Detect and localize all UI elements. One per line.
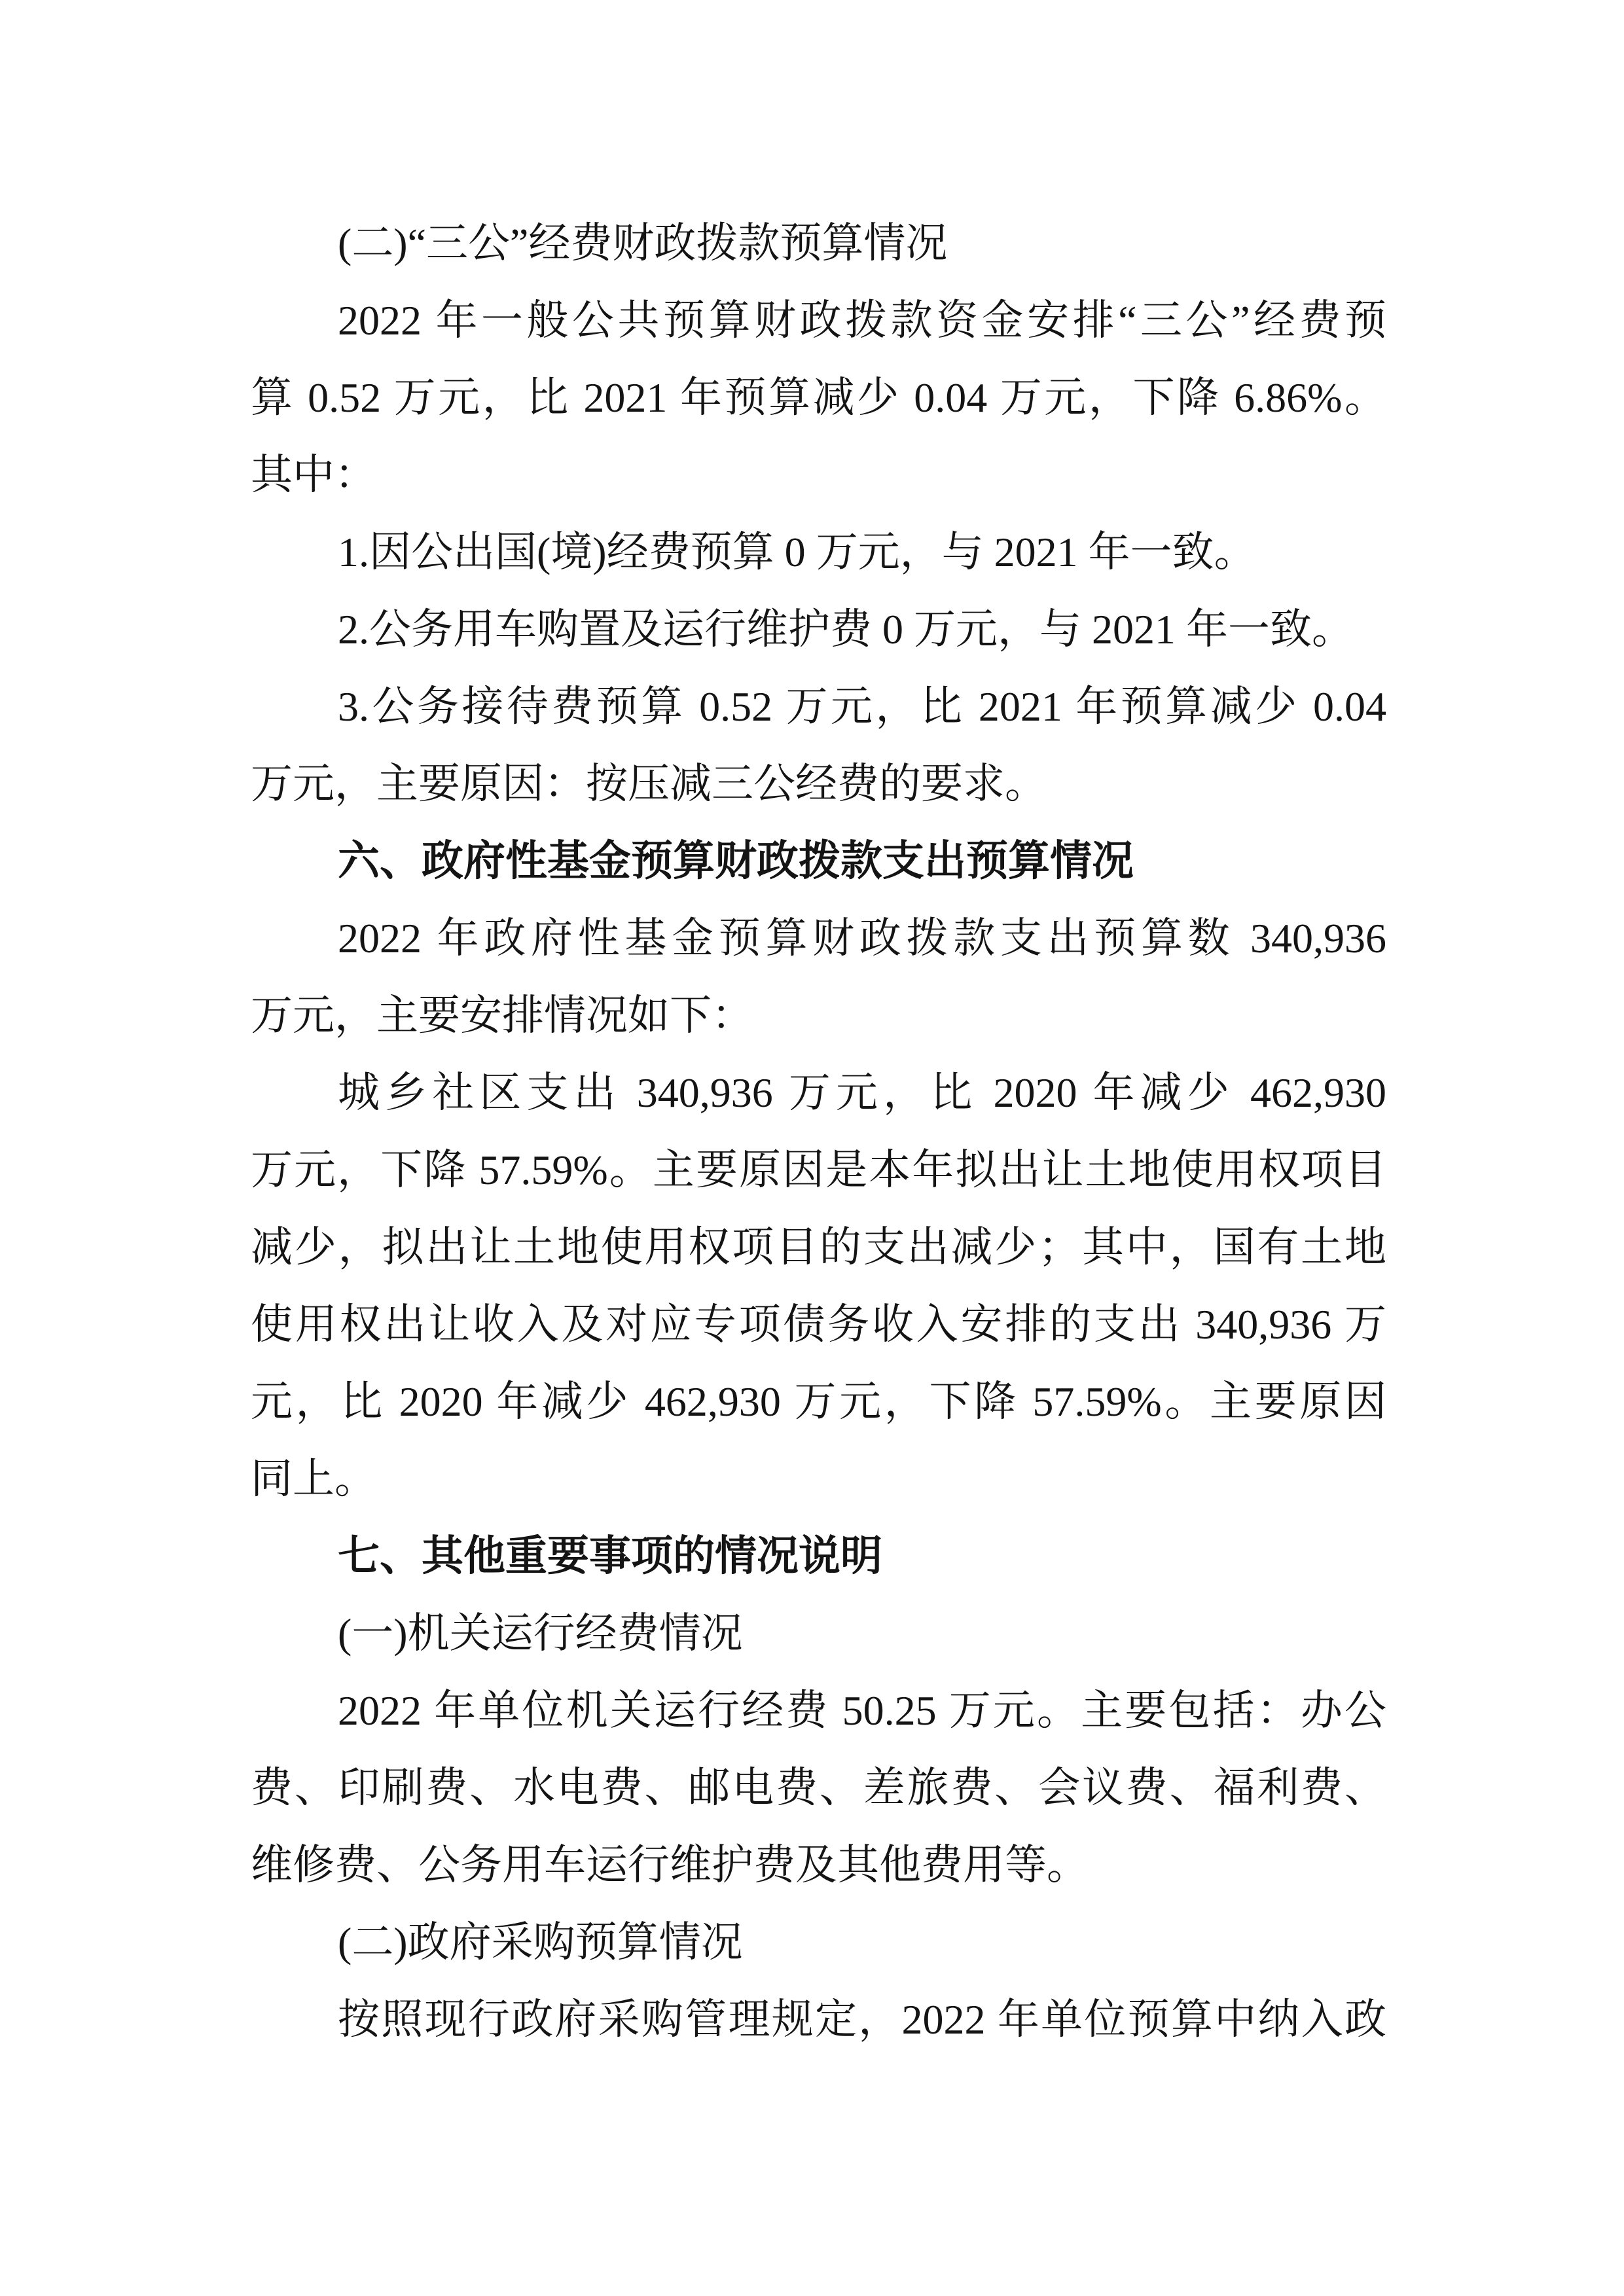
text-line: 2022 年政府性基金预算财政拨款支出预算数 340,936 (338, 915, 1386, 961)
paragraph-section-seven-heading (251, 1518, 1386, 1595)
section-heading: 六、政府性基金预算财政拨款支出预算情况 (338, 838, 1134, 884)
text-line: 费、印刷费、水电费、邮电费、差旅费、会议费、福利费、 (251, 1765, 1386, 1811)
section-heading: 七、其他重要事项的情况说明 (338, 1533, 882, 1579)
text-line: 3.公务接待费预算 0.52 万元，比 2021 年预算减少 0.04 (338, 683, 1386, 730)
paragraph-item-3 (251, 668, 1386, 823)
paragraph-operating-cost-heading (251, 1595, 1386, 1672)
subsection-heading: (二)“三公”经费财政拨款预算情况 (338, 220, 948, 266)
text-line: 1.因公出国(境)经费预算 0 万元，与 2021 年一致。 (338, 529, 1256, 575)
text-line: 城乡社区支出 340,936 万元，比 2020 年减少 462,930 (338, 1069, 1386, 1116)
paragraph-operating-cost-detail (251, 1672, 1386, 1904)
paragraph-fund-budget-summary (251, 900, 1386, 1054)
text-line: 减少，拟出让土地使用权项目的支出减少；其中，国有土地 (251, 1224, 1386, 1270)
text-line: 万元，主要安排情况如下： (251, 992, 753, 1039)
paragraph-procurement-heading (251, 1904, 1386, 1981)
document-body (251, 205, 1386, 2058)
text-line: 算 0.52 万元，比 2021 年预算减少 0.04 万元，下降 6.86%。 (251, 374, 1386, 421)
text-line: 万元，主要原因：按压减三公经费的要求。 (251, 761, 1047, 807)
text-line: 按照现行政府采购管理规定，2022 年单位预算中纳入政 (338, 1996, 1386, 2043)
paragraph-procurement-detail (251, 1981, 1386, 2058)
subsection-heading: (一)机关运行经费情况 (338, 1610, 743, 1657)
subsection-heading: (二)政府采购预算情况 (338, 1919, 743, 1965)
paragraph-three-public-summary (251, 282, 1386, 514)
text-line: 2022 年一般公共预算财政拨款资金安排“三公”经费预 (338, 297, 1386, 344)
text-line: 2.公务用车购置及运行维护费 0 万元，与 2021 年一致。 (338, 606, 1354, 653)
text-line: 元，比 2020 年减少 462,930 万元，下降 57.59%。主要原因 (251, 1378, 1386, 1425)
text-line: 其中： (251, 452, 376, 498)
paragraph-section-six-heading (251, 823, 1386, 900)
text-line: 同上。 (251, 1456, 376, 1502)
paragraph-three-public-heading (251, 205, 1386, 282)
paragraph-item-1 (251, 514, 1386, 591)
paragraph-community-expenditure (251, 1054, 1386, 1518)
text-line: 万元，下降 57.59%。主要原因是本年拟出让土地使用权项目 (251, 1147, 1386, 1193)
text-line: 2022 年单位机关运行经费 50.25 万元。主要包括：办公 (338, 1687, 1386, 1734)
paragraph-item-2 (251, 591, 1386, 668)
text-line: 维修费、公务用车运行维护费及其他费用等。 (251, 1842, 1089, 1888)
text-line: 使用权出让收入及对应专项债务收入安排的支出 340,936 万 (251, 1301, 1386, 1348)
